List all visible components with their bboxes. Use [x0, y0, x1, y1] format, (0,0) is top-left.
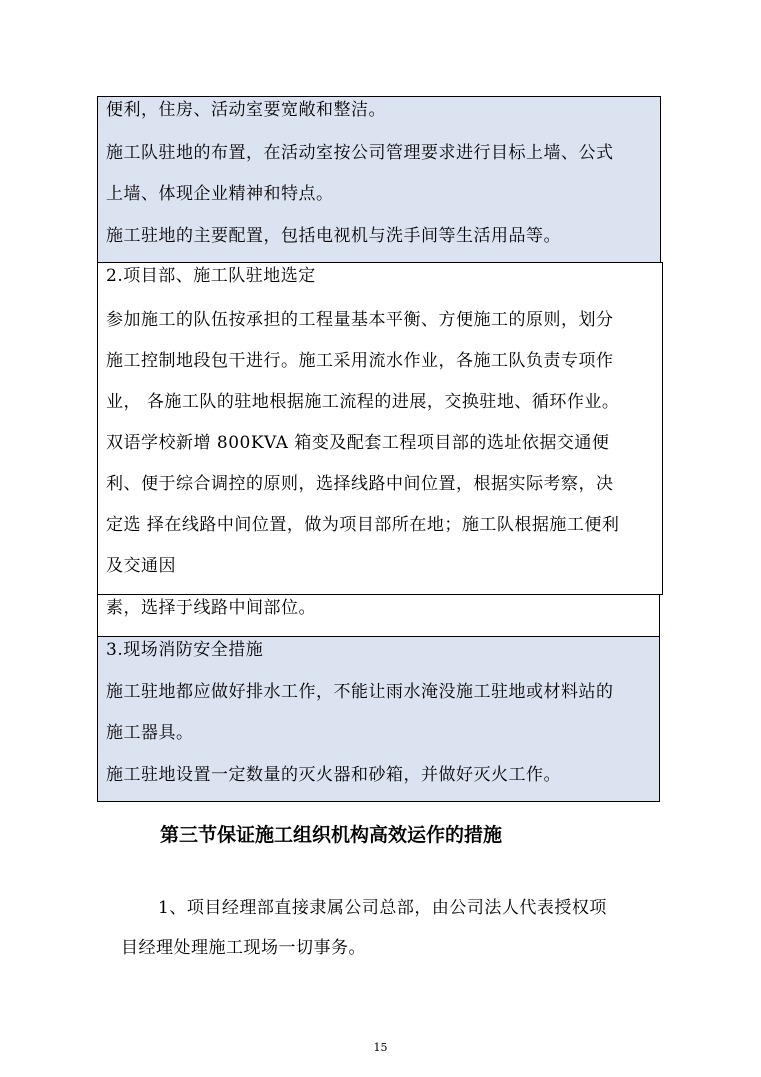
text-line: 便利，住房、活动室要宽敞和整洁。 [106, 100, 386, 120]
text-line: 施工驻地都应做好排水工作，不能让雨水淹没施工驻地或材料站的 [106, 682, 614, 702]
paragraph-line: 目经理处理施工现场一切事务。 [121, 938, 366, 958]
text-line: 素，选择于线路中间部位。 [106, 598, 316, 618]
section-subtitle: 3.现场消防安全措施 [106, 640, 264, 660]
section-heading: 第三节保证施工组织机构高效运作的措施 [160, 824, 503, 846]
text-line: 施工驻地的主要配置，包括电视机与洗手间等生活用品等。 [106, 226, 561, 246]
text-line: 上墙、体现企业精神和特点。 [106, 184, 334, 204]
text-line: 参加施工的队伍按承担的工程量基本平衡、方便施工的原则，划分 [106, 310, 614, 330]
text-line: 业， 各施工队的驻地根据施工流程的进展，交换驻地、循环作业。 [106, 392, 620, 412]
text-line: 施工队驻地的布置，在活动室按公司管理要求进行目标上墙、公式 [106, 143, 614, 163]
text-line: 定选 择在线路中间位置，做为项目部所在地；施工队根据施工便利 [106, 515, 620, 535]
page-number: 15 [373, 1041, 388, 1054]
text-line: 利、便于综合调控的原则，选择线路中间位置，根据实际考察，决 [106, 474, 614, 494]
paragraph-line: 1、项目经理部直接隶属公司总部，由公司法人代表授权项 [158, 898, 607, 918]
text-line: 施工控制地段包干进行。施工采用流水作业，各施工队负责专项作 [106, 351, 614, 371]
text-line: 及交通因 [106, 556, 176, 576]
text-line: 双语学校新增 800KVA 箱变及配套工程项目部的选址依据交通便 [106, 433, 610, 453]
section-subtitle: 2.项目部、施工队驻地选定 [106, 266, 316, 286]
text-line: 施工驻地设置一定数量的灭火器和砂箱，并做好灭火工作。 [106, 765, 561, 785]
text-line: 施工器具。 [106, 723, 194, 743]
